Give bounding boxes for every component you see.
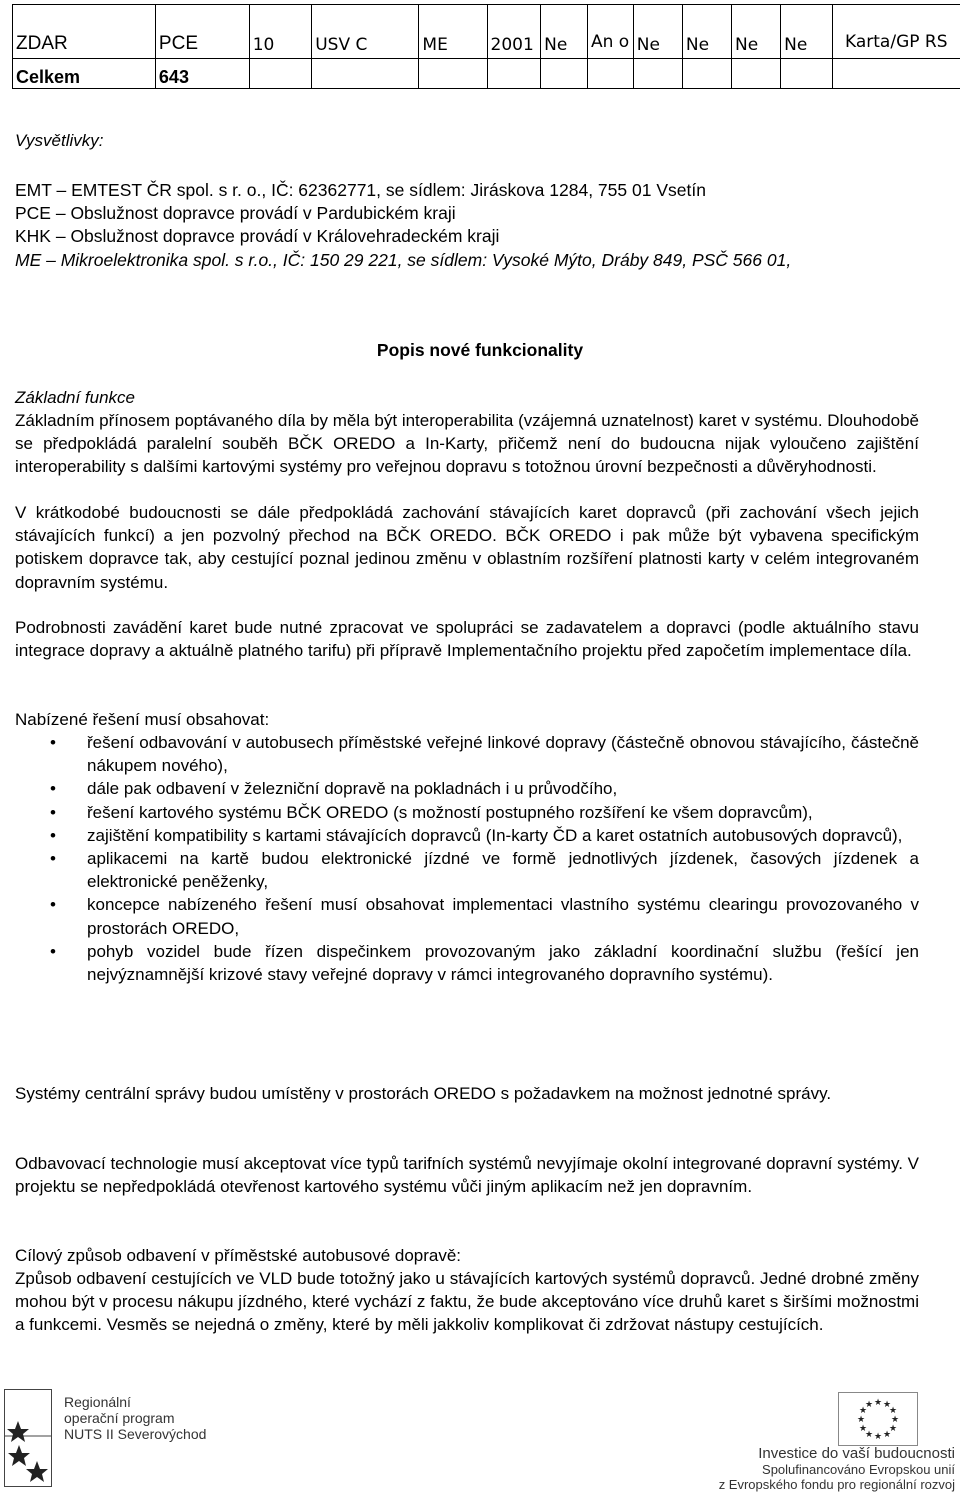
table-cell: ZDAR — [13, 5, 156, 59]
svg-text:★: ★ — [873, 1432, 883, 1442]
rop-logo — [0, 1386, 230, 1492]
table-cell: Ne — [633, 5, 682, 59]
paragraph: Podrobnosti zavádění karet bude nutné zpracovat ve spolupráci se zadavatelem a dopravci (podle aktuálního stavu integrace dopravy a aktuálně platného tarifu) při přípravě Implementačního projektu před započetím implementace díla. — [15, 618, 919, 661]
list-item: • řešení odbavování v autobusech příměstské veřejné linkové dopravy (částečně obnovou stávajícího, částečně nákupem nového), — [15, 731, 919, 777]
summary-table — [12, 4, 960, 89]
list-item: • pohyb vozidel bude řízen dispečinkem provozovaným jako základní koordinační službu (řešící jen nejvýznamnější krizové stavy veřejné dopravy v rámci integrovaného dopravního systému). — [15, 940, 919, 986]
legend-line: ME – Mikroelektronika spol. s r.o., IČ: 150 29 221, se sídlem: Vysoké Mýto, Dráby 849, PSČ 566 01, — [15, 249, 792, 270]
legend-line: KHK – Obslužnost dopravce provádí v Královehradeckém kraji — [15, 226, 500, 247]
svg-text:★: ★ — [890, 1415, 900, 1425]
svg-text:★: ★ — [882, 1400, 892, 1410]
paragraph: Základním přínosem poptávaného díla by měla být interoperabilita (vzájemná uznatelnost) karet v systému. Dlouhodobě se předpokládá paralelní souběh BČK OREDO a In-Karty, přičemž není do budoucna nijak vyloučeno zajištění interoperability s dalšími kartovými systémy pro veřejnou dopravu s totožnou úrovní bezpečnosti a důvěryhodnosti. — [15, 411, 919, 477]
eu-logo-line: Spolufinancováno Evropskou unií — [762, 1461, 955, 1477]
svg-text:★: ★ — [873, 1398, 883, 1408]
paragraph: Způsob odbavení cestujících ve VLD bude totožný jako u stávajících kartových systémů dopravců. Jedné drobné změny mohou být v procesu nákupu jízdného, které vychází z faktu, že bude akceptováno více druhů karet s širšími možnostmi a funkcemi. Vesměs se nejedná o změny, které by měli jakkoliv komplikovat či zdržovat nástupy cestujících. — [15, 1269, 919, 1335]
section-subheading: Základní funkce — [15, 388, 136, 407]
svg-text:★: ★ — [858, 1406, 868, 1416]
rop-logo-line: NUTS II Severovýchod — [64, 1426, 207, 1442]
list-item: • koncepce nabízeného řešení musí obsahovat implementaci vlastního systému clearingu provozovaného v prostorách OREDO, — [15, 893, 919, 939]
svg-text:★: ★ — [888, 1424, 898, 1434]
rop-logo-text — [64, 1394, 206, 1442]
table-cell: Ne — [541, 5, 588, 59]
legend-title: Vysvětlivky: — [15, 131, 104, 150]
paragraph: V krátkodobé budoucnosti se dále předpokládá zachování stávajících karet dopravců (při zachování všech jejich stávajících funkcí) a jen pozvolný přechod na BČK OREDO. BČK OREDO i pak může být vybavena specifickým potiskem dopravce tak, aby cestující poznal jedinou změnu v oblastním rozšíření platnosti karty v celém integrovaném dopravním systému. — [15, 503, 919, 592]
list-item: • zajištění kompatibility s kartami stávajících dopravců (In-karty ČD a karet ostatních autobusových dopravců), — [15, 824, 919, 847]
table-cell: 10 — [249, 5, 312, 59]
table-cell: An o — [588, 5, 634, 59]
legend-line: PCE – Obslužnost dopravce provádí v Pardubickém kraji — [15, 203, 456, 224]
table-cell: Ne — [781, 5, 832, 59]
table-cell: Karta/GP RS — [832, 5, 960, 59]
svg-text:★: ★ — [864, 1400, 874, 1410]
target-title: Cílový způsob odbavení v příměstské autobusové dopravě: — [15, 1246, 462, 1265]
svg-text:★: ★ — [888, 1406, 898, 1416]
list-item: • dále pak odbavení v železniční dopravě na pokladnách i u průvodčího, — [15, 777, 919, 800]
svg-text:★: ★ — [858, 1424, 868, 1434]
eu-logo-text — [700, 1446, 955, 1492]
list-intro: Nabízené řešení musí obsahovat: — [15, 710, 270, 729]
eu-logo-line: Investice do vaší budoucnosti — [758, 1445, 955, 1462]
paragraph: Systémy centrální správy budou umístěny v prostorách OREDO s požadavkem na možnost jednotné správy. — [15, 1084, 832, 1103]
legend-line: EMT – EMTEST ČR spol. s r. o., IČ: 62362771, se sídlem: Jiráskova 1284, 755 01 Vsetín — [15, 180, 706, 200]
paragraph: Odbavovací technologie musí akceptovat více typů tarifních systémů nevyjímaje okolní integrované dopravní systémy. V projektu se nepředpokládá otevřenost kartového systému vůči jiným aplikacím než jen dopravním. — [15, 1154, 919, 1197]
rop-logo-box — [4, 1389, 52, 1487]
section-heading: Popis nové funkcionality — [376, 340, 584, 360]
table-cell: Ne — [732, 5, 781, 59]
total-value: 643 — [155, 59, 249, 89]
table-cell: Ne — [682, 5, 731, 59]
list-item: • řešení kartového systému BČK OREDO (s možností postupného rozšíření ke všem dopravcům), — [15, 801, 919, 824]
svg-text:★: ★ — [864, 1430, 874, 1440]
table-cell: USV C — [312, 5, 419, 59]
table-cell: ME — [419, 5, 487, 59]
eu-logo-line: z Evropského fondu pro regionální rozvoj — [718, 1477, 955, 1492]
legend-list — [15, 179, 919, 272]
total-label: Celkem — [13, 59, 156, 89]
star-icon — [5, 1390, 51, 1486]
requirements-list — [15, 731, 919, 986]
eu-flag-icon — [838, 1392, 918, 1446]
table-header-row — [13, 5, 960, 59]
rop-logo-line: operační program — [64, 1410, 175, 1426]
table-total-row — [13, 59, 960, 89]
svg-text:★: ★ — [882, 1430, 892, 1440]
table-cell: 2001 — [487, 5, 541, 59]
rop-logo-line: Regionální — [64, 1394, 131, 1410]
table-cell: PCE — [155, 5, 249, 59]
list-item: • aplikacemi na kartě budou elektronické jízdné ve formě jednotlivých jízdenek, časových jízdenek a elektronické peněženky, — [15, 847, 919, 893]
svg-text:★: ★ — [856, 1415, 866, 1425]
